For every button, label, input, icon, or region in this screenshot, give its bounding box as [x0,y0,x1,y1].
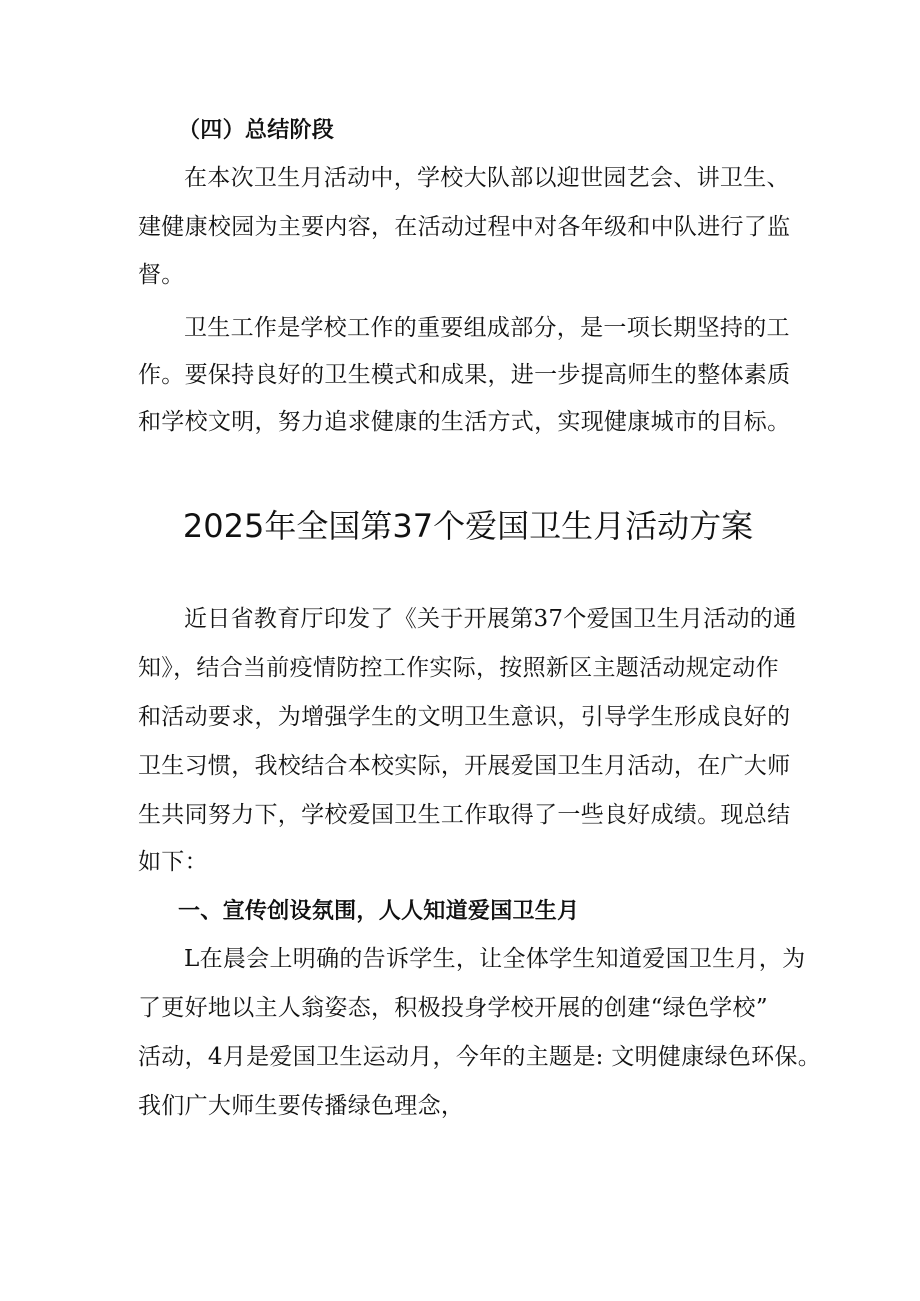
intro-line-6: 如下： [138,849,208,875]
section-one-heading: 一、宣传创设氛围，人人知道爱国卫生月 [178,899,580,924]
section-four-para2-line-2: 作。要保持良好的卫生模式和成果，进一步提高师生的整体素质 [138,362,791,388]
section-four-para1-line-2: 建健康校园为主要内容，在活动过程中对各年级和中队进行了监 [138,214,791,240]
section-one-para-line-2: 了更好地以主人翁姿态，积极投身学校开展的创建“绿色学校” [138,995,768,1021]
section-one-para-line-1: L在晨会上明确的告诉学生，让全体学生知道爱国卫生月，为 [184,946,806,972]
document-title: 2025年全国第37个爱国卫生月活动方案 [182,507,754,545]
section-four-para2-line-1: 卫生工作是学校工作的重要组成部分，是一项长期坚持的工 [184,315,790,341]
section-four-para1-line-1: 在本次卫生月活动中，学校大队部以迎世园艺会、讲卫生、 [184,165,790,191]
intro-line-2: 知》，结合当前疫情防控工作实际，按照新区主题活动规定动作 [138,655,779,681]
intro-line-4: 卫生习惯，我校结合本校实际，开展爱国卫生月活动，在广大师 [138,753,791,779]
section-one-para-line-3: 活动，4月是爱国卫生运动月，今年的主题是: 文明健康绿色环保。 [138,1044,821,1070]
section-four-para1-line-3: 督。 [138,262,185,288]
section-four-para2-line-3: 和学校文明，努力追求健康的生活方式，实现健康城市的目标。 [138,409,791,435]
intro-line-1: 近日省教育厅印发了《关于开展第37个爱国卫生月活动的通 [184,606,797,632]
intro-line-5: 生共同努力下，学校爱国卫生工作取得了一些良好成绩。现总结 [138,802,791,828]
section-four-heading: （四）总结阶段 [178,118,335,143]
intro-line-3: 和活动要求，为增强学生的文明卫生意识，引导学生形成良好的 [138,704,791,730]
section-one-para-line-4: 我们广大师生要传播绿色理念， [138,1093,465,1119]
